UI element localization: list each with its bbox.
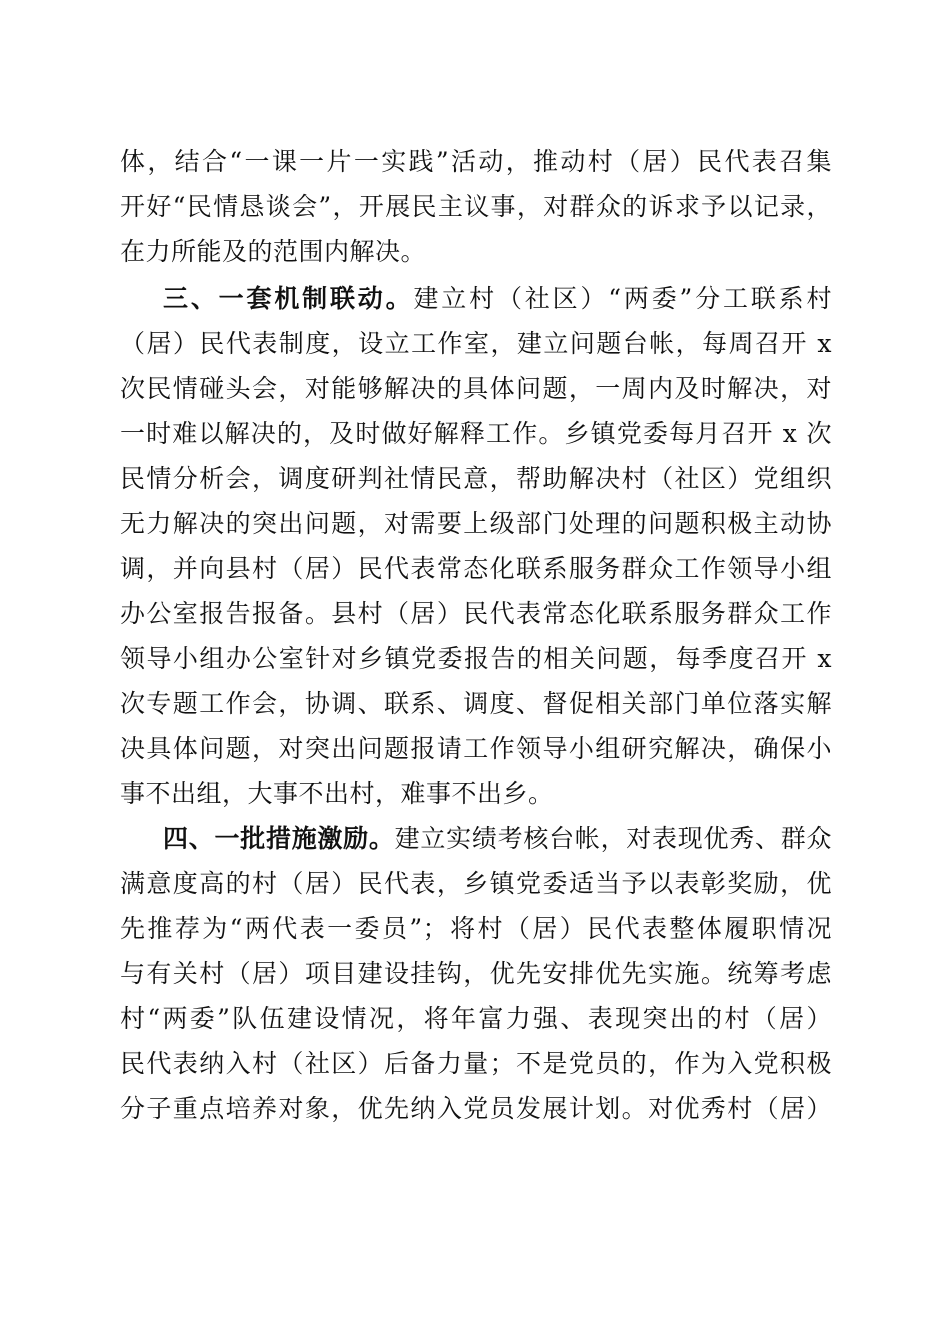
paragraph-line: 村“两委”队伍建设情况，将年富力强、表现突出的村（居） [120,1004,832,1033]
paragraph-line: 分子重点培养对象，优先纳入党员发展计划。对优秀村（居） [120,1094,832,1123]
paragraph-line: 办公室报告报备。县村（居）民代表常态化联系服务群众工作 [120,599,832,628]
section-4-first-line [163,817,832,861]
paragraph-line: 体，结合“一课一片一实践”活动，推动村（居）民代表召集 [120,147,832,176]
paragraph-line: 民情分析会，调度研判社情民意，帮助解决村（社区）党组织 [120,464,832,493]
paragraph-line: 次专题工作会，协调、联系、调度、督促相关部门单位落实解 [120,689,832,718]
paragraph-line: 民代表纳入村（社区）后备力量；不是党员的，作为入党积极 [120,1049,832,1078]
paragraph-line: 领导小组办公室针对乡镇党委报告的相关问题，每季度召开 x [120,644,832,673]
paragraph-line: 一时难以解决的，及时做好解释工作。乡镇党委每月召开 x 次 [120,419,832,448]
paragraph-line: 无力解决的突出问题，对需要上级部门处理的问题积极主动协 [120,509,832,538]
section-3-first-line [163,277,832,321]
section-4-heading: 四、一批措施激励。 [163,824,395,853]
paragraph-line: 先推荐为“两代表一委员”；将村（居）民代表整体履职情况 [120,914,832,943]
paragraph-line: 在力所能及的范围内解决。 [120,237,427,266]
paragraph-line: 决具体问题，对突出问题报请工作领导小组研究解决，确保小 [120,734,832,763]
paragraph-line: （居）民代表制度，设立工作室，建立问题台帐，每周召开 x [120,329,832,358]
section-4-text: 建立实绩考核台帐，对表现优秀、群众 [394,824,832,853]
paragraph-line: 开好“民情恳谈会”，开展民主议事，对群众的诉求予以记录， [120,192,832,221]
paragraph-line: 与有关村（居）项目建设挂钩，优先安排优先实施。统筹考虑 [120,959,832,988]
paragraph-line: 次民情碰头会，对能够解决的具体问题，一周内及时解决，对 [120,374,832,403]
section-3-text: 建立村（社区）“两委”分工联系村 [413,284,832,313]
paragraph-line: 调，并向县村（居）民代表常态化联系服务群众工作领导小组 [120,554,832,583]
paragraph-line: 事不出组，大事不出村，难事不出乡。 [120,779,554,808]
section-3-heading: 三、一套机制联动。 [163,284,414,313]
paragraph-line: 满意度高的村（居）民代表，乡镇党委适当予以表彰奖励，优 [120,869,832,898]
